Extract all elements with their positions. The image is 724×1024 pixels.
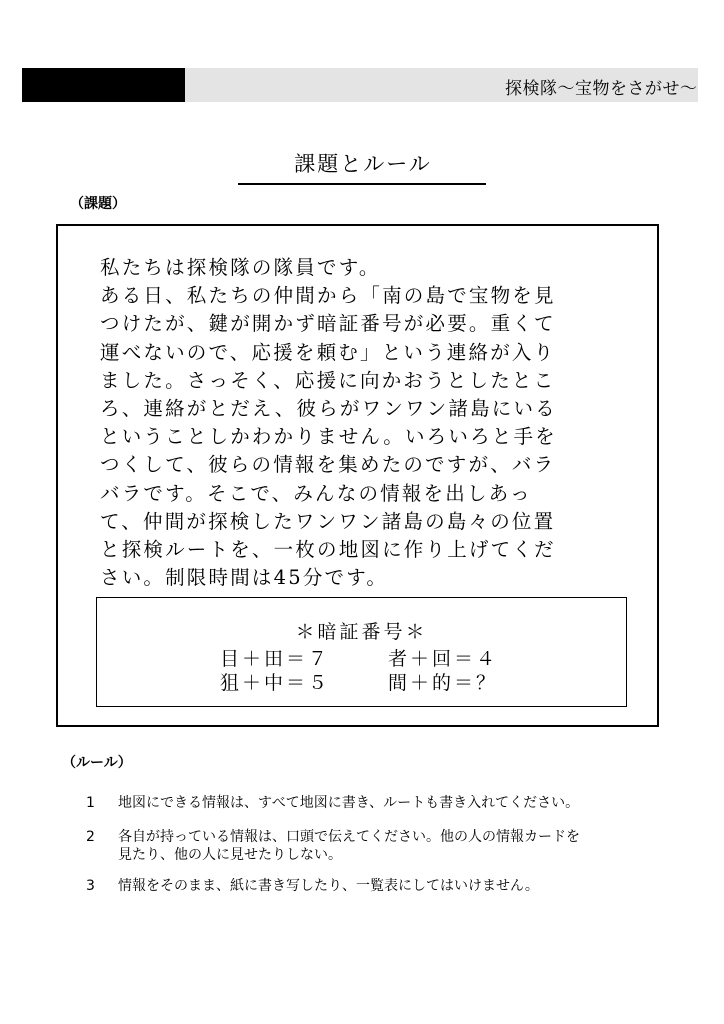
passcode-equation-unknown: 間＋的＝？	[388, 672, 499, 694]
passcode-title: ＊暗証番号＊	[295, 621, 428, 643]
header-gray-band	[185, 68, 698, 102]
passcode-equation: 者＋回＝４	[388, 648, 499, 670]
title-underline	[238, 183, 486, 185]
rule-number: 2	[86, 829, 95, 845]
header-title: 探検隊〜宝物をさがせ〜	[505, 79, 698, 99]
task-line: つけたが、鍵が開かず暗証番号が必要。重くて	[100, 312, 556, 336]
task-line: ある日、私たちの仲間から「南の島で宝物を見	[100, 284, 556, 308]
rule-number: 3	[86, 878, 95, 894]
passcode-equation: 目＋田＝７	[220, 648, 331, 670]
task-line: 運べないので、応援を頼む」という連絡が入り	[100, 340, 556, 364]
rule-number: 1	[86, 795, 95, 811]
task-paragraph	[100, 254, 630, 592]
task-line: て、仲間が探検したワンワン諸島の島々の位置	[100, 509, 556, 533]
passcode-box	[96, 597, 627, 707]
header-black-block	[22, 68, 185, 102]
task-line: さい。制限時間は45分です。	[100, 566, 389, 590]
task-line: ました。さっそく、応援に向かおうとしたとこ	[100, 368, 556, 392]
page-title: 課題とルール	[294, 152, 432, 176]
header-bar	[22, 68, 698, 102]
rule-text: 各自が持っている情報は、口頭で伝えてください。他の人の情報カードを	[118, 829, 580, 845]
task-line: ろ、連絡がとだえ、彼らがワンワン諸島にいる	[100, 396, 557, 420]
rule-text: 見たり、他の人に見せたりしない。	[118, 847, 342, 863]
task-line: 私たちは探検隊の隊員です。	[100, 256, 381, 279]
passcode-equation: 狙＋中＝５	[220, 672, 331, 694]
task-line: バラです。そこで、みんなの情報を出しあっ	[100, 481, 532, 505]
task-line: と探検ルートを、一枚の地図に作り上げてくだ	[100, 537, 556, 561]
task-section-label: （課題）	[70, 196, 126, 212]
task-line: つくして、彼らの情報を集めたのですが、バラ	[100, 453, 556, 477]
task-line: ということしかわかりません。いろいろと手を	[100, 425, 557, 449]
rule-text: 地図にできる情報は、すべて地図に書き、ルートも書き入れてください。	[118, 795, 580, 811]
rule-text: 情報をそのまま、紙に書き写したり、一覧表にしてはいけません。	[118, 878, 539, 894]
rules-section-label: （ルール）	[62, 755, 132, 771]
